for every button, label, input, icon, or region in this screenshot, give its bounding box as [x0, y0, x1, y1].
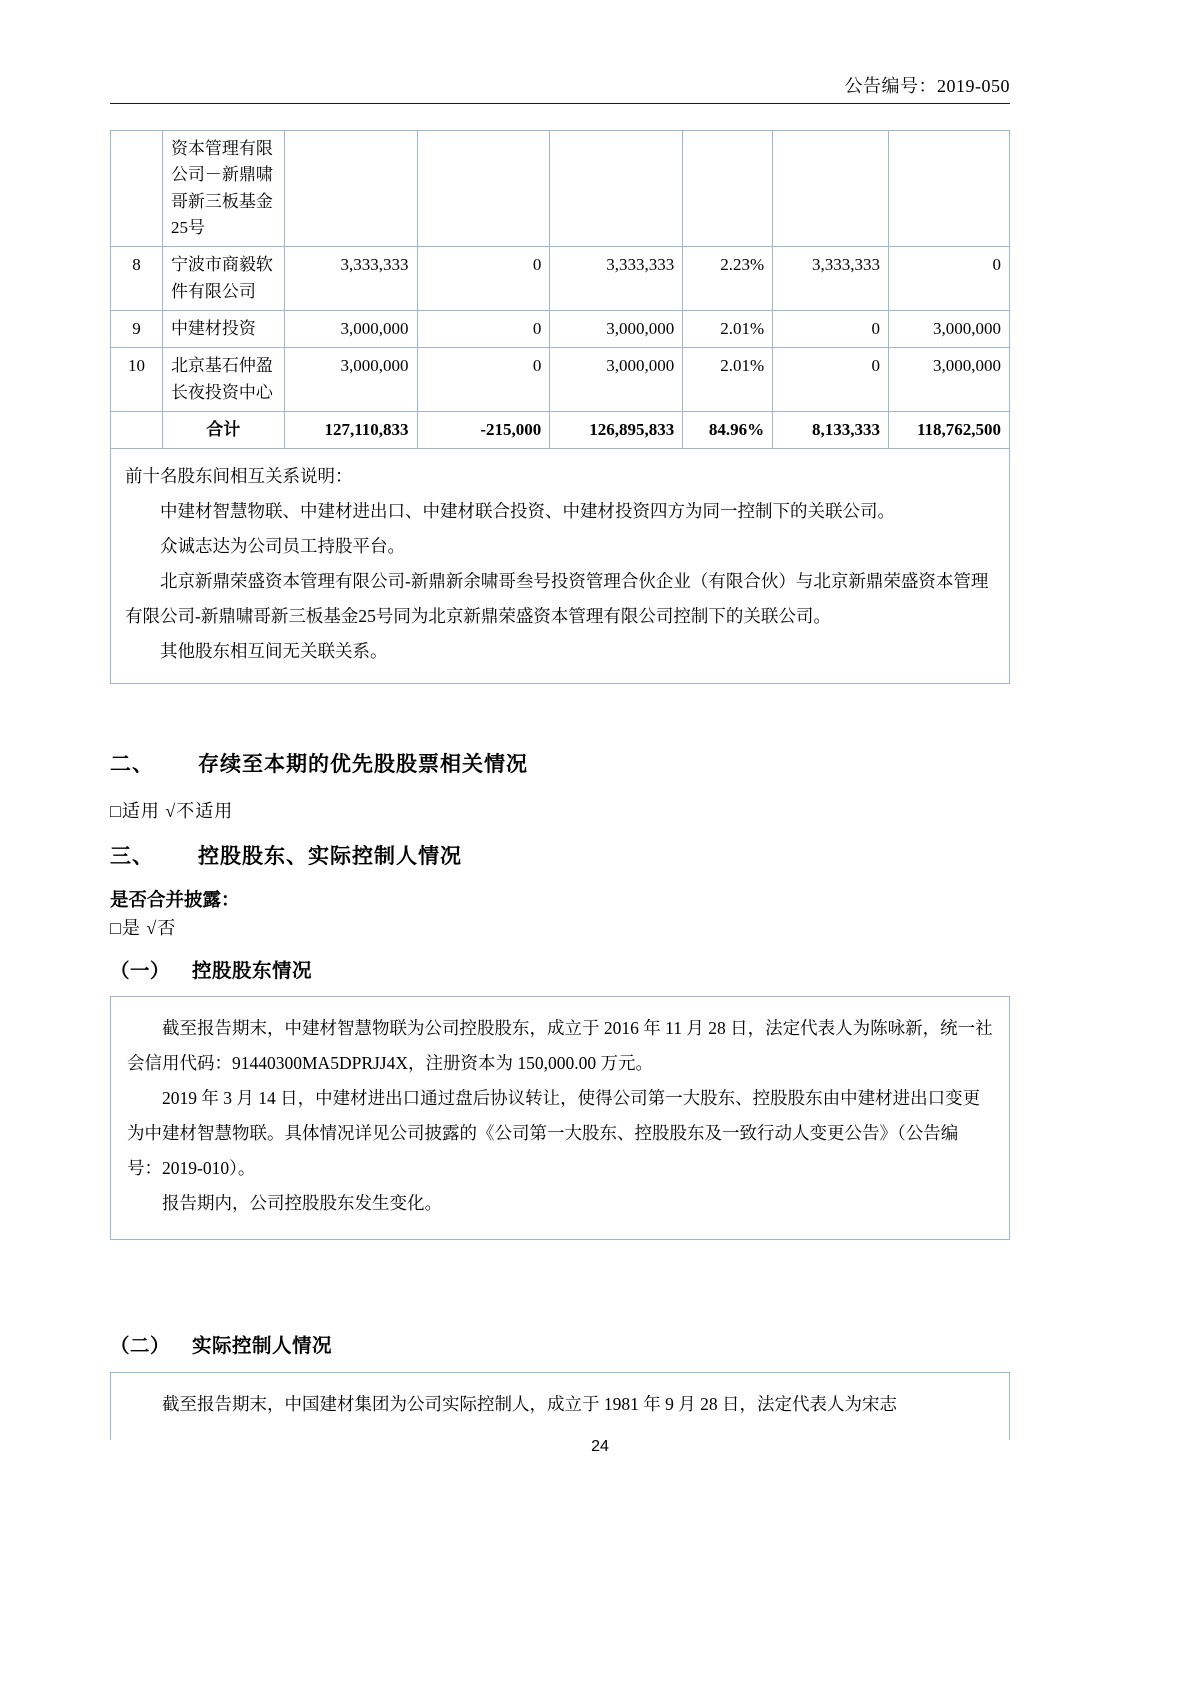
table-row — [111, 131, 1010, 247]
cell-value-1: 3,333,333 — [284, 247, 417, 311]
cell-value-5: 3,000,000 — [889, 311, 1010, 348]
sub-one-number: （一） — [110, 960, 171, 982]
cell-index: 8 — [111, 247, 163, 311]
section-two-checkbox-line[interactable]: □适用 √不适用 — [110, 801, 234, 821]
section-two-number: 二、 — [110, 753, 154, 776]
cell-percent: 2.01% — [683, 311, 773, 348]
merge-disclosure-wrap — [110, 886, 1010, 912]
cell-percent — [683, 131, 773, 247]
cell-value-2: 0 — [417, 348, 550, 412]
sub-one-content-wrap — [110, 996, 1010, 1240]
cell-value-3 — [550, 131, 683, 247]
cell-value-3: 3,000,000 — [550, 348, 683, 412]
section-two-heading-wrap — [110, 748, 1010, 778]
cell-index — [111, 131, 163, 247]
page-number: 24 — [591, 1438, 609, 1455]
header-divider — [110, 103, 1010, 104]
section-three-number: 三、 — [110, 845, 154, 868]
cell-value-2: 0 — [417, 247, 550, 311]
cell-total-value-5: 118,762,500 — [889, 412, 1010, 449]
cell-value-3: 3,000,000 — [550, 311, 683, 348]
cell-value-2: 0 — [417, 311, 550, 348]
section-three-heading-wrap — [110, 840, 1010, 870]
merge-disclosure-checkbox-line[interactable]: □是 √否 — [110, 918, 177, 938]
cell-name: 北京基石仲盈长夜投资中心 — [162, 348, 284, 412]
section-three-heading — [110, 840, 1010, 870]
cell-value-1 — [284, 131, 417, 247]
shareholder-table-wrapper — [110, 130, 1010, 684]
note-paragraph: 众诚志达为公司员工持股平台。 — [160, 536, 405, 557]
paragraph: 截至报告期末，中建材智慧物联为公司控股股东，成立于 2016 年 11 月 28 日，法定代表人为陈咏新，统一社会信用代码：91440300MA5DPRJJ4X，注册资本为 150,000.00 万元。 — [127, 1018, 993, 1073]
cell-value-1: 3,000,000 — [284, 348, 417, 412]
sub-one-title: 控股股东情况 — [192, 960, 313, 982]
cell-value-2 — [417, 131, 550, 247]
cell-index: 10 — [111, 348, 163, 412]
table-row — [111, 247, 1010, 311]
cell-name: 宁波市商毅软件有限公司 — [162, 247, 284, 311]
sub-one-heading — [110, 955, 1010, 983]
cell-name: 资本管理有限公司－新鼎啸哥新三板基金25号 — [162, 131, 284, 247]
sub-two-heading-wrap — [110, 1330, 1010, 1358]
note-paragraph: 北京新鼎荣盛资本管理有限公司-新鼎新余啸哥叁号投资管理合伙企业（有限合伙）与北京新鼎荣盛资本管理有限公司-新鼎啸哥新三板基金25号同为北京新鼎荣盛资本管理有限公司控制下的关联公司。 — [125, 571, 989, 627]
paragraph: 截至报告期末，中国建材集团为公司实际控制人，成立于 1981 年 9 月 28 日，法定代表人为宋志 — [162, 1394, 897, 1414]
cell-value-4 — [773, 131, 889, 247]
sub-two-title: 实际控制人情况 — [192, 1335, 333, 1357]
cell-value-5: 0 — [889, 247, 1010, 311]
cell-index: 9 — [111, 311, 163, 348]
cell-total-label: 合计 — [162, 412, 284, 449]
page-header — [110, 72, 1010, 98]
cell-value-5: 3,000,000 — [889, 348, 1010, 412]
sub-two-number: （二） — [110, 1335, 171, 1357]
section-two-title: 存续至本期的优先股股票相关情况 — [198, 753, 528, 776]
table-row-total — [111, 412, 1010, 449]
cell-value-1: 3,000,000 — [284, 311, 417, 348]
cell-total-value-4: 8,133,333 — [773, 412, 889, 449]
cell-total-percent: 84.96% — [683, 412, 773, 449]
paragraph: 2019 年 3 月 14 日，中建材进出口通过盘后协议转让，使得公司第一大股东、控股股东由中建材进出口变更为中建材智慧物联。具体情况详见公司披露的《公司第一大股东、控股股东及一致行动人变更公告》（公告编号：2019-010）。 — [127, 1088, 981, 1178]
cell-value-4: 0 — [773, 348, 889, 412]
cell-percent: 2.01% — [683, 348, 773, 412]
cell-total-value-1: 127,110,833 — [284, 412, 417, 449]
cell-index — [111, 412, 163, 449]
paragraph: 报告期内，公司控股股东发生变化。 — [162, 1193, 442, 1213]
table-row — [111, 348, 1010, 412]
shareholder-table — [110, 130, 1010, 449]
cell-total-value-2: -215,000 — [417, 412, 550, 449]
merge-disclosure-label: 是否合并披露： — [110, 889, 240, 910]
sub-one-heading-wrap — [110, 955, 1010, 983]
note-title: 前十名股东间相互关系说明： — [125, 466, 353, 487]
cell-total-value-3: 126,895,833 — [550, 412, 683, 449]
note-paragraph: 中建材智慧物联、中建材进出口、中建材联合投资、中建材投资四方为同一控制下的关联公司。 — [160, 501, 895, 522]
sub-two-heading — [110, 1330, 1010, 1358]
table-row — [111, 311, 1010, 348]
cell-name: 中建材投资 — [162, 311, 284, 348]
merge-disclosure-checkbox-wrap — [110, 914, 1010, 940]
section-two-heading — [110, 748, 1010, 778]
section-two-checkbox-wrap — [110, 797, 1010, 823]
note-paragraph: 其他股东相互间无关联关系。 — [160, 641, 388, 662]
cell-percent: 2.23% — [683, 247, 773, 311]
cell-value-3: 3,333,333 — [550, 247, 683, 311]
announcement-number: 公告编号：2019-050 — [844, 76, 1010, 96]
cell-value-4: 3,333,333 — [773, 247, 889, 311]
actual-controller-box — [110, 1372, 1010, 1440]
controlling-shareholder-box — [110, 996, 1010, 1240]
cell-value-5 — [889, 131, 1010, 247]
shareholder-relationship-note — [110, 449, 1010, 684]
section-three-title: 控股股东、实际控制人情况 — [198, 845, 462, 868]
sub-two-content-wrap — [110, 1372, 1010, 1440]
cell-value-4: 0 — [773, 311, 889, 348]
